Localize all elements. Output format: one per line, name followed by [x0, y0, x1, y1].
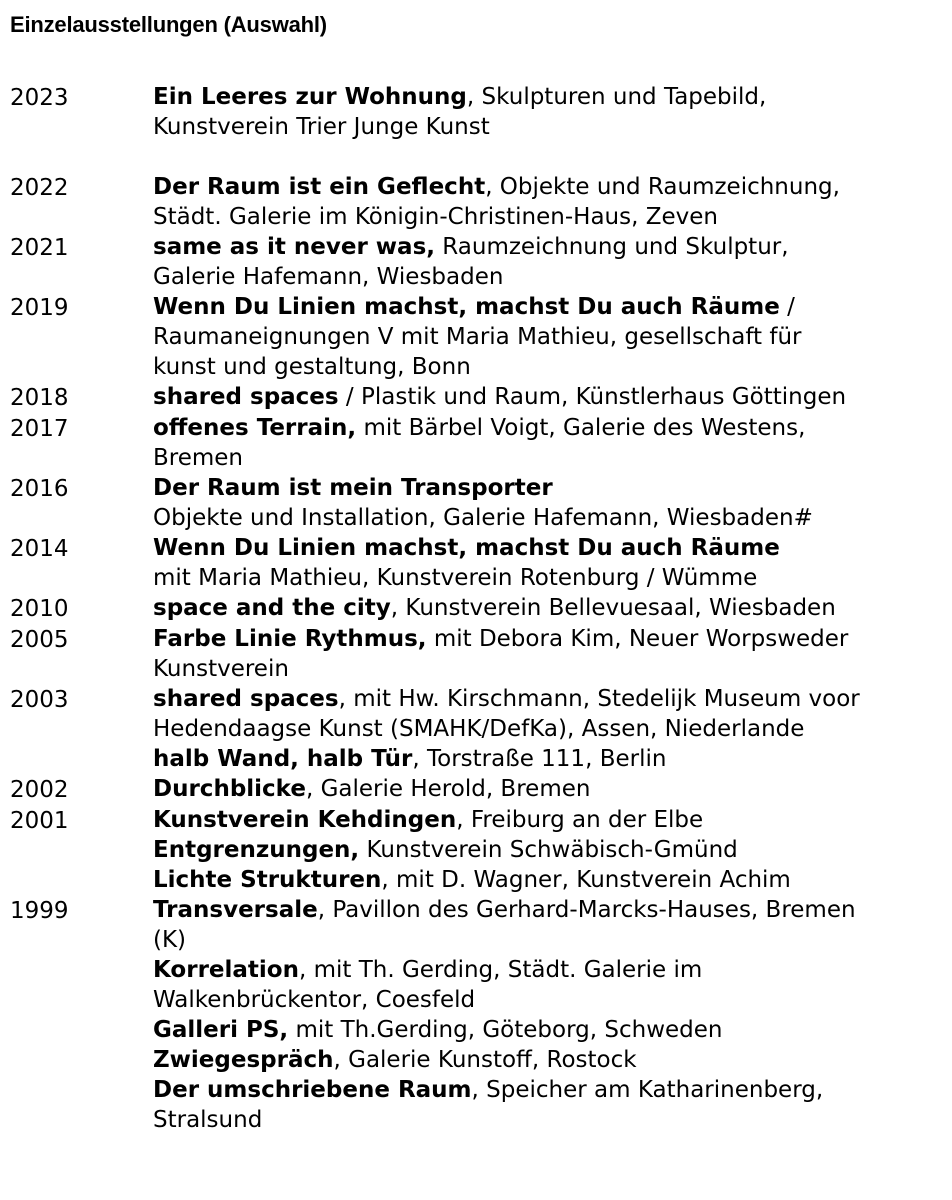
exhibition-title: Farbe Linie Rythmus,	[153, 626, 427, 652]
exhibition-detail: , Speicher am Katharinenberg,	[471, 1077, 824, 1103]
entry-line	[153, 835, 945, 865]
entry-line	[153, 533, 945, 563]
entry-line	[153, 563, 945, 593]
exhibition-title: Der Raum ist ein Geflecht	[153, 174, 486, 200]
entry-line	[153, 925, 945, 955]
entry-line	[153, 473, 945, 503]
exhibition-title: shared spaces	[153, 384, 339, 410]
exhibition-detail: / Plastik und Raum, Künstlerhaus Göttingen	[338, 384, 847, 410]
entry-year: 2018	[10, 385, 69, 411]
exhibition-detail: , Objekte und Raumzeichnung,	[485, 174, 840, 200]
exhibition-entry	[10, 232, 945, 292]
entry-details	[153, 172, 945, 232]
exhibition-entry	[10, 895, 945, 1135]
entry-year: 2019	[10, 295, 69, 321]
exhibition-title: Zwiegespräch	[153, 1047, 334, 1073]
exhibition-detail: Bremen	[153, 445, 244, 471]
exhibition-detail: Kunstverein	[153, 656, 289, 682]
entry-year: 2005	[10, 627, 69, 653]
entry-line	[153, 624, 945, 654]
entry-details	[153, 805, 945, 895]
entry-line	[153, 895, 945, 925]
exhibition-entry	[10, 473, 945, 533]
exhibition-title: Ein Leeres zur Wohnung	[153, 84, 467, 110]
exhibition-entry	[10, 684, 945, 774]
exhibition-title: halb Wand, halb Tür	[153, 746, 413, 772]
entry-year: 2003	[10, 687, 69, 713]
exhibition-entry	[10, 533, 945, 593]
entry-year: 1999	[10, 898, 69, 924]
exhibition-title: Der umschriebene Raum	[153, 1077, 472, 1103]
exhibition-title: shared spaces	[153, 686, 339, 712]
entry-line	[153, 503, 945, 533]
exhibition-title: offenes Terrain,	[153, 415, 357, 441]
entry-year: 2022	[10, 175, 69, 201]
entry-line	[153, 805, 945, 835]
exhibition-detail: Raumzeichnung und Skulptur,	[435, 234, 789, 260]
entry-line	[153, 593, 945, 623]
entry-line	[153, 232, 945, 262]
exhibition-detail: , Freiburg an der Elbe	[456, 807, 704, 833]
exhibition-title: Wenn Du Linien machst, machst Du auch Räume	[153, 294, 780, 320]
entry-details	[153, 684, 945, 774]
entry-line	[153, 382, 945, 412]
exhibition-title: Der Raum ist mein Transporter	[153, 475, 553, 501]
entry-year: 2021	[10, 235, 69, 261]
exhibition-entry	[10, 624, 945, 684]
exhibition-detail: , Galerie Herold, Bremen	[305, 776, 591, 802]
entry-line	[153, 955, 945, 985]
exhibition-detail: Städt. Galerie im Königin-Christinen-Haus, Zeven	[153, 204, 718, 230]
exhibition-detail: , Pavillon des Gerhard-Marcks-Hauses, Bremen	[317, 897, 856, 923]
exhibition-title: Lichte Strukturen	[153, 867, 382, 893]
entry-details	[153, 774, 945, 804]
entry-year: 2010	[10, 596, 69, 622]
entry-line	[153, 1015, 945, 1045]
entry-line	[153, 684, 945, 714]
exhibition-detail: mit Th.Gerding, Göteborg, Schweden	[288, 1017, 723, 1043]
exhibition-entry	[10, 292, 945, 382]
exhibition-entry	[10, 805, 945, 895]
entry-details	[153, 473, 945, 533]
entry-line	[153, 172, 945, 202]
exhibition-detail: mit Debora Kim, Neuer Worpsweder	[426, 626, 849, 652]
exhibition-detail: mit Maria Mathieu, Kunstverein Rotenburg / Wümme	[153, 565, 758, 591]
entry-details	[153, 895, 945, 1135]
exhibition-detail: Objekte und Installation, Galerie Hafemann, Wiesbaden#	[153, 505, 813, 531]
entry-details	[153, 533, 945, 593]
entry-details	[153, 413, 945, 473]
exhibition-detail: Kunstverein Schwäbisch-Gmünd	[359, 837, 738, 863]
page-title: Einzelausstellungen (Auswahl)	[10, 12, 327, 37]
exhibition-detail: Hedendaagse Kunst (SMAHK/DefKa), Assen, Niederlande	[153, 716, 805, 742]
exhibition-title: Transversale	[153, 897, 318, 923]
exhibition-detail: , mit Th. Gerding, Städt. Galerie im	[298, 957, 703, 983]
entry-details	[153, 382, 945, 412]
entry-details	[153, 593, 945, 623]
entry-line	[153, 413, 945, 443]
exhibition-detail: Kunstverein Trier Junge Kunst	[153, 114, 490, 140]
exhibition-entry	[10, 172, 945, 232]
exhibition-entry	[10, 82, 945, 142]
entry-line	[153, 714, 945, 744]
exhibition-title: space and the city	[153, 595, 391, 621]
exhibition-detail: , Torstraße 111, Berlin	[412, 746, 667, 772]
entry-line	[153, 1045, 945, 1075]
exhibition-entry	[10, 382, 945, 413]
entry-line	[153, 774, 945, 804]
exhibition-title: Entgrenzungen,	[153, 837, 360, 863]
entry-line	[153, 82, 945, 112]
entry-line	[153, 112, 945, 142]
entry-details	[153, 292, 945, 382]
entry-year: 2016	[10, 476, 69, 502]
exhibition-detail: Walkenbrückentor, Coesfeld	[153, 987, 476, 1013]
entry-year: 2014	[10, 536, 69, 562]
entry-year: 2002	[10, 777, 69, 803]
exhibition-entry	[10, 593, 945, 624]
entry-line	[153, 985, 945, 1015]
exhibition-entry	[10, 413, 945, 473]
exhibition-list	[10, 82, 945, 1135]
exhibition-detail: , Skulpturen und Tapebild,	[466, 84, 767, 110]
entry-line	[153, 322, 945, 352]
exhibition-detail: /	[779, 294, 795, 320]
entry-line	[153, 744, 945, 774]
entry-year: 2001	[10, 808, 69, 834]
exhibition-detail: , mit Hw. Kirschmann, Stedelijk Museum voor	[338, 686, 860, 712]
exhibition-title: same as it never was,	[153, 234, 435, 260]
exhibition-title: Wenn Du Linien machst, machst Du auch Räume	[153, 535, 780, 561]
entry-year: 2017	[10, 416, 69, 442]
exhibition-detail: , mit D. Wagner, Kunstverein Achim	[381, 867, 791, 893]
entry-line	[153, 352, 945, 382]
exhibition-title: Durchblicke	[153, 776, 306, 802]
document-page	[10, 10, 945, 1133]
exhibition-detail: , Kunstverein Bellevuesaal, Wiesbaden	[390, 595, 836, 621]
exhibition-detail: (K)	[153, 927, 187, 953]
entry-details	[153, 82, 945, 142]
entry-details	[153, 624, 945, 684]
entry-line	[153, 262, 945, 292]
exhibition-detail: kunst und gestaltung, Bonn	[153, 354, 471, 380]
exhibition-detail: , Galerie Kunstoff, Rostock	[333, 1047, 637, 1073]
entry-line	[153, 292, 945, 322]
entry-line	[153, 443, 945, 473]
entry-line	[153, 654, 945, 684]
exhibition-detail: mit Bärbel Voigt, Galerie des Westens,	[356, 415, 806, 441]
entry-line	[153, 202, 945, 232]
entry-line	[153, 1075, 945, 1105]
exhibition-entry	[10, 774, 945, 805]
entry-line	[153, 1105, 945, 1135]
entry-year: 2023	[10, 85, 69, 111]
exhibition-title: Galleri PS,	[153, 1017, 289, 1043]
exhibition-title: Kunstverein Kehdingen	[153, 807, 457, 833]
entry-details	[153, 232, 945, 292]
exhibition-detail: Stralsund	[153, 1107, 263, 1133]
entry-line	[153, 865, 945, 895]
exhibition-detail: Raumaneignungen V mit Maria Mathieu, gesellschaft für	[153, 324, 802, 350]
exhibition-detail: Galerie Hafemann, Wiesbaden	[153, 264, 504, 290]
exhibition-title: Korrelation	[153, 957, 299, 983]
